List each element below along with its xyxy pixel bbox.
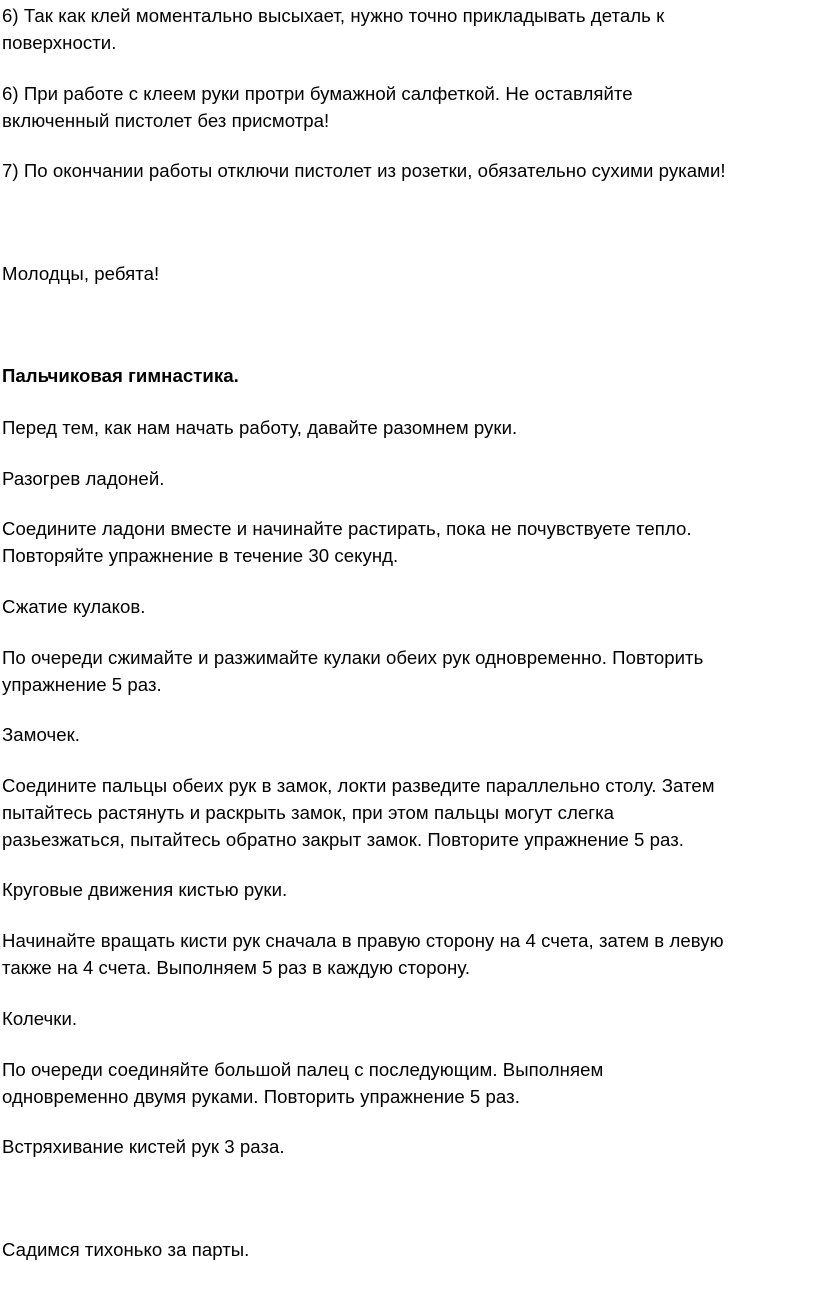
text-line: Садимся тихонько за парты. xyxy=(2,1239,250,1260)
text-line: 6) Так как клей моментально высыхает, нужно точно прикладывать деталь к xyxy=(2,5,665,26)
text-line: Повторяйте упражнение в течение 30 секунд. xyxy=(2,545,399,566)
text-line: также на 4 счета. Выполняем 5 раз в каждую сторону. xyxy=(2,957,471,978)
exercise-title: Встряхивание кистей рук 3 раза. xyxy=(2,1136,285,1157)
text-line: По очереди сжимайте и разжимайте кулаки обеих рук одновременно. Повторить xyxy=(2,647,704,668)
text-line: Начинайте вращать кисти рук сначала в правую сторону на 4 счета, затем в левую xyxy=(2,930,724,951)
text-line: Перед тем, как нам начать работу, давайте разомнем руки. xyxy=(2,417,518,438)
exercise-title: Замочек. xyxy=(2,724,81,745)
text-line: пытайтесь растянуть и раскрыть замок, при этом пальцы могут слегка xyxy=(2,802,615,823)
section-heading: Пальчиковая гимнастика. xyxy=(2,365,239,386)
exercise-title: Сжатие кулаков. xyxy=(2,596,146,617)
text-line: одновременно двумя руками. Повторить упражнение 5 раз. xyxy=(2,1086,520,1107)
text-line: поверхности. xyxy=(2,32,117,53)
exercise-title: Разогрев ладоней. xyxy=(2,468,165,489)
exercise-title: Круговые движения кистью руки. xyxy=(2,879,288,900)
exercise-title: Колечки. xyxy=(2,1008,78,1029)
text-line: Молодцы, ребята! xyxy=(2,263,160,284)
text-line: По очереди соединяйте большой палец с последующим. Выполняем xyxy=(2,1059,604,1080)
text-line: Соедините ладони вместе и начинайте растирать, пока не почувствуете тепло. xyxy=(2,518,692,539)
text-line: Соедините пальцы обеих рук в замок, локти разведите параллельно столу. Затем xyxy=(2,775,715,796)
text-line: включенный пистолет без присмотра! xyxy=(2,110,330,131)
text-line: 6) При работе с клеем руки протри бумажной салфеткой. Не оставляйте xyxy=(2,83,633,104)
text-line: разьезжаться, пытайтесь обратно закрыт замок. Повторите упражнение 5 раз. xyxy=(2,829,685,850)
text-line: 7) По окончании работы отключи пистолет из розетки, обязательно сухими руками! xyxy=(2,160,726,181)
text-line: упражнение 5 раз. xyxy=(2,674,162,695)
